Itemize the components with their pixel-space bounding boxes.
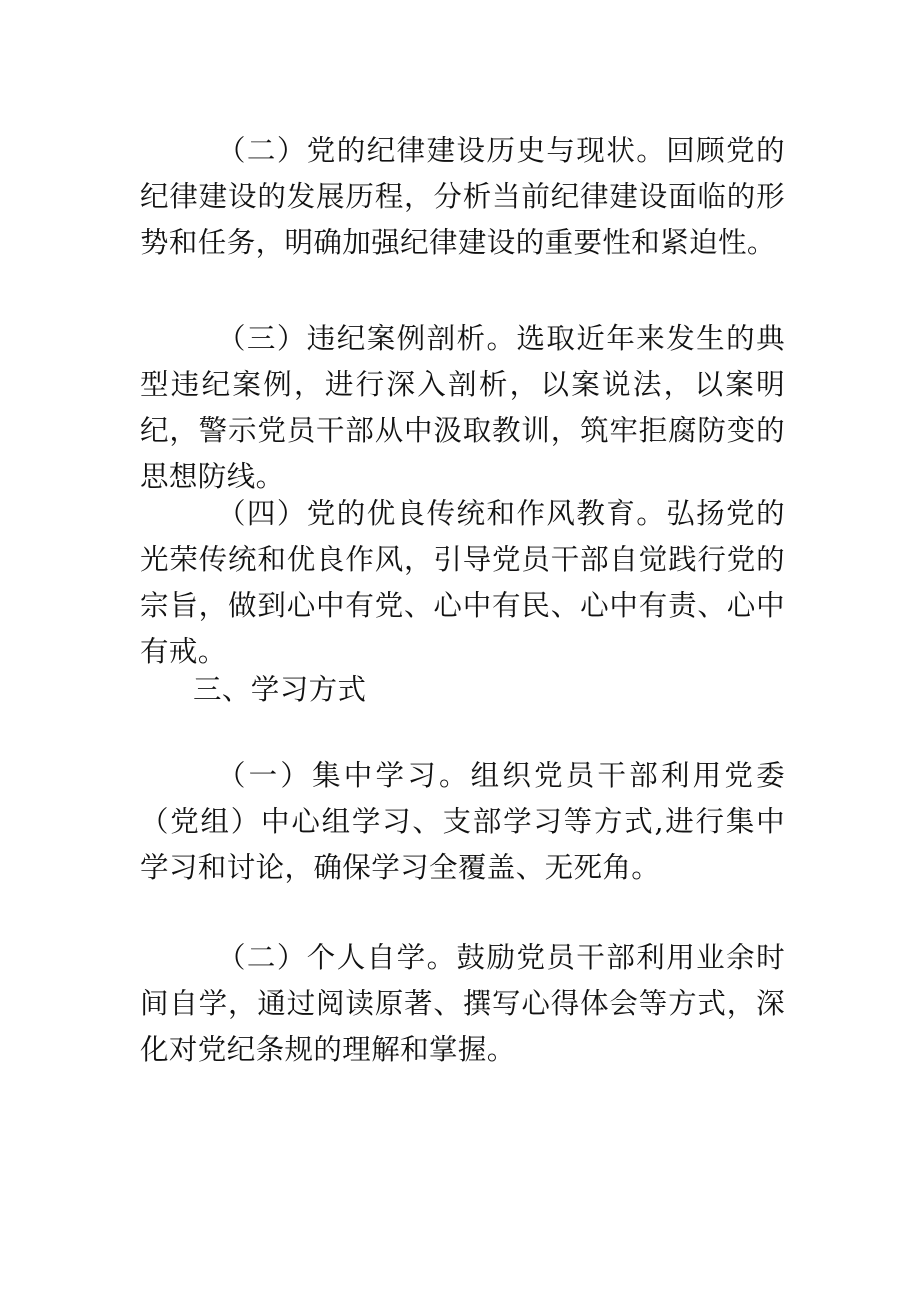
section-heading-study-methods: 三、学习方式 <box>193 673 367 706</box>
paragraph-fine-traditions: （四）党的优良传统和作风教育。弘扬党的光荣传统和优良作风，引导党员干部自觉践行党的宗旨，做到心中有党、心中有民、心中有责、心中有戒。 <box>140 497 785 668</box>
paragraph-group-study: （一）集中学习。组织党员干部利用党委（党组）中心组学习、支部学习等方式,进行集中学习和讨论，确保学习全覆盖、无死角。 <box>140 759 785 884</box>
paragraph-case-analysis: （三）违纪案例剖析。选取近年来发生的典型违纪案例，进行深入剖析，以案说法，以案明纪，警示党员干部从中汲取教训，筑牢拒腐防变的思想防线。 <box>140 322 785 493</box>
paragraph-self-study: （二）个人自学。鼓励党员干部利用业余时间自学，通过阅读原著、撰写心得体会等方式，深化对党纪条规的理解和掌握。 <box>140 941 785 1066</box>
paragraph-discipline-history: （二）党的纪律建设历史与现状。回顾党的纪律建设的发展历程，分析当前纪律建设面临的形势和任务，明确加强纪律建设的重要性和紧迫性。 <box>140 134 785 259</box>
